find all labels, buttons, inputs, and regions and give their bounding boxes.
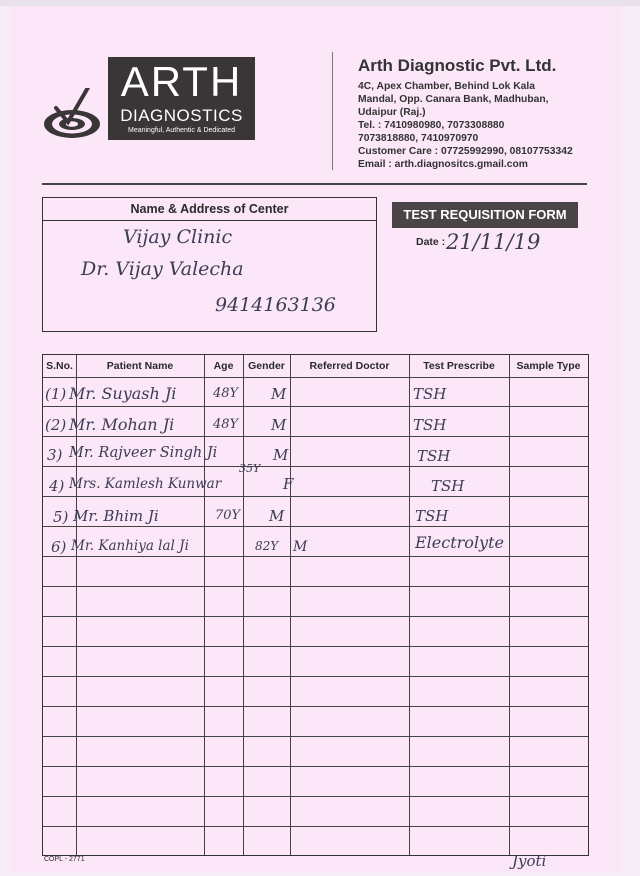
row-line — [43, 616, 588, 617]
col-divider — [409, 355, 410, 855]
signature: Jyoti — [512, 852, 547, 870]
cell-patient-name[interactable]: Mr. Rajveer Singh Ji — [69, 445, 218, 461]
cell-gender[interactable]: M — [273, 446, 289, 464]
header-divider — [332, 52, 333, 170]
cell-test[interactable]: Electrolyte — [415, 533, 504, 552]
row-line — [43, 766, 588, 767]
row-line — [43, 826, 588, 827]
address-line: Customer Care : 07725992990, 08107753342 — [358, 146, 573, 157]
company-address — [358, 80, 598, 171]
row-line — [43, 406, 588, 407]
company-name: Arth Diagnostic Pvt. Ltd. — [358, 56, 557, 75]
cell-age[interactable]: 35Y — [239, 462, 261, 475]
cell-gender[interactable]: M — [271, 416, 287, 434]
address-line: Tel. : 7410980980, 7073308880 — [358, 120, 505, 131]
cell-age[interactable]: 70Y — [215, 508, 241, 523]
address-line: 4C, Apex Chamber, Behind Lok Kala — [358, 81, 535, 92]
header-patient-name: Patient Name — [106, 360, 174, 372]
row-line — [43, 436, 588, 437]
cell-test[interactable]: TSH — [417, 447, 451, 465]
col-divider — [509, 355, 510, 855]
cell-age[interactable]: 48Y — [213, 417, 239, 432]
center-heading: Name & Address of Center — [43, 198, 376, 221]
row-line — [43, 496, 588, 497]
center-box — [42, 197, 377, 332]
center-doctor[interactable]: Dr. Vijay Valecha — [81, 258, 244, 280]
target-logo-icon — [42, 88, 108, 140]
cell-test[interactable]: TSH — [415, 507, 449, 525]
address-line: Mandal, Opp. Canara Bank, Madhuban, — [358, 94, 549, 105]
cell-age[interactable]: 48Y — [213, 386, 239, 401]
header-gender: Gender — [248, 360, 285, 372]
cell-test[interactable]: TSH — [413, 416, 447, 434]
header-sample-type: Sample Type — [516, 360, 581, 372]
row-line — [43, 377, 588, 378]
row-line — [43, 466, 588, 467]
cell-sno[interactable]: 4) — [49, 477, 65, 495]
cell-sno[interactable]: 3) — [47, 446, 63, 464]
date-value[interactable]: 21/11/19 — [446, 230, 541, 254]
col-divider — [204, 355, 205, 855]
logo-tagline: Meaningful, Authentic & Dedicated — [127, 127, 235, 134]
cell-sno[interactable]: 6) — [51, 538, 67, 556]
address-line: Udaipur (Raj.) — [358, 107, 426, 118]
brand-logo — [108, 57, 255, 140]
col-divider — [290, 355, 291, 855]
header-age: Age — [213, 360, 234, 372]
cell-gender[interactable]: M — [293, 539, 308, 555]
logo-name: ARTH — [120, 58, 243, 105]
cell-gender[interactable]: M — [271, 385, 287, 403]
logo-subtitle: DIAGNOSTICS — [120, 106, 243, 125]
cell-sno[interactable]: 5) — [53, 508, 69, 526]
header-test-prescribe: Test Prescribe — [423, 360, 495, 372]
header-sno: S.No. — [46, 360, 73, 372]
cell-sno[interactable]: (1) — [45, 385, 67, 403]
header-referred-doctor: Referred Doctor — [309, 360, 390, 372]
date-label: Date : — [416, 236, 446, 248]
cell-test[interactable]: TSH — [413, 385, 447, 403]
row-line — [43, 526, 588, 527]
patient-table — [42, 354, 589, 856]
row-line — [43, 646, 588, 647]
cell-test[interactable]: TSH — [431, 477, 465, 495]
row-line — [43, 586, 588, 587]
cell-gender[interactable]: F — [283, 475, 294, 493]
row-line — [43, 796, 588, 797]
cell-patient-name[interactable]: Mr. Kanhiya lal Ji — [71, 538, 189, 554]
cell-patient-name[interactable]: Mr. Suyash Ji — [69, 384, 177, 403]
center-name[interactable]: Vijay Clinic — [123, 226, 233, 248]
row-line — [43, 736, 588, 737]
cell-age[interactable]: 82Y — [255, 539, 279, 553]
row-line — [43, 706, 588, 707]
row-line — [43, 556, 588, 557]
cell-gender[interactable]: M — [269, 507, 285, 525]
col-divider — [243, 355, 244, 855]
cell-sno[interactable]: (2) — [45, 416, 67, 434]
row-line — [43, 676, 588, 677]
cell-patient-name[interactable]: Mrs. Kamlesh Kunwar — [69, 476, 222, 492]
address-line: Email : arth.diagnositcs.gmail.com — [358, 159, 528, 170]
form-code: COPL - 2771 — [44, 856, 85, 863]
center-phone[interactable]: 9414163136 — [215, 294, 336, 316]
address-line: 7073818880, 7410970970 — [358, 133, 479, 144]
cell-patient-name[interactable]: Mr. Mohan Ji — [69, 415, 175, 434]
form-title: TEST REQUISITION FORM — [392, 202, 578, 228]
header-rule — [42, 183, 587, 185]
cell-patient-name[interactable]: Mr. Bhim Ji — [73, 507, 159, 525]
